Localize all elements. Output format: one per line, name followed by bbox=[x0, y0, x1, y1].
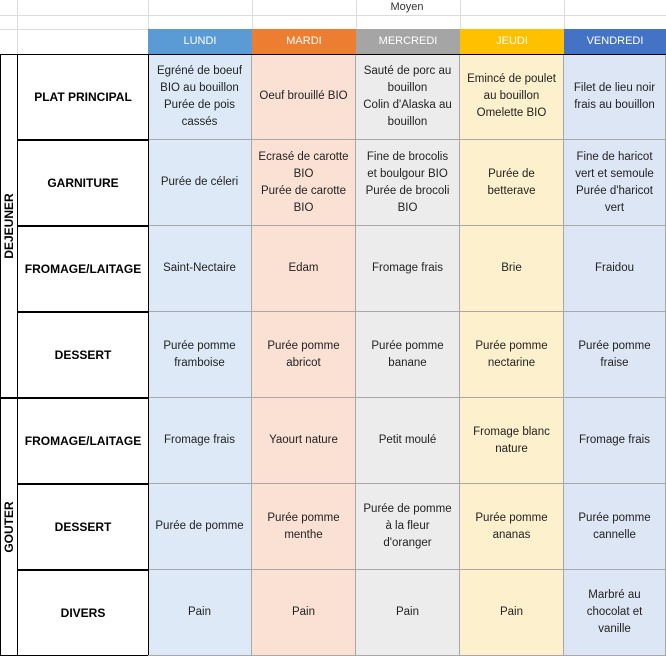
cell-text: Sauté de porc au bouillon Colin d'Alaska au bouillon bbox=[363, 64, 452, 128]
menu-cell[interactable] bbox=[148, 54, 252, 140]
menu-cell[interactable] bbox=[252, 312, 356, 398]
menu-cell[interactable] bbox=[460, 140, 564, 226]
row-label-fromage-laitage: FROMAGE/LAITAGE bbox=[17, 226, 148, 312]
section-label-dejeuner bbox=[0, 54, 17, 398]
row-label-fromage-laitage: FROMAGE/LAITAGE bbox=[17, 398, 148, 484]
cell-text: Fine de brocolis et boulgour BIO Purée de brocoli BIO bbox=[365, 150, 450, 214]
menu-cell[interactable] bbox=[460, 312, 564, 398]
day-header-lundi[interactable]: LUNDI bbox=[148, 29, 252, 54]
section-label-text: GOUTER bbox=[2, 501, 16, 553]
cell-text: Purée pomme menthe bbox=[267, 511, 340, 541]
cell-text: Purée pomme framboise bbox=[163, 339, 236, 369]
cell-text: Fraidou bbox=[595, 262, 634, 274]
cell-text: Ecrasé de carotte BIO Purée de carotte BIO bbox=[258, 150, 349, 214]
menu-cell[interactable] bbox=[460, 570, 564, 656]
cell-text: Pain bbox=[499, 606, 524, 618]
cell-text: Purée pomme banane bbox=[371, 339, 444, 369]
menu-cell[interactable] bbox=[148, 140, 252, 226]
menu-cell[interactable] bbox=[252, 398, 356, 484]
cell-text: Pain bbox=[395, 606, 420, 618]
cell-text: Purée pomme abricot bbox=[267, 339, 340, 369]
day-header-mardi[interactable]: MARDI bbox=[252, 29, 356, 54]
menu-cell[interactable] bbox=[564, 312, 666, 398]
row-label-plat-principal: PLAT PRINCIPAL bbox=[17, 54, 148, 140]
cell-text: Fromage frais bbox=[164, 434, 235, 446]
menu-cell[interactable] bbox=[564, 140, 666, 226]
menu-cell[interactable] bbox=[460, 398, 564, 484]
menu-cell[interactable] bbox=[564, 570, 666, 656]
section-label-text: DEJEUNER bbox=[2, 193, 16, 259]
cell-text: Pain bbox=[187, 606, 212, 618]
row-label-dessert: DESSERT bbox=[17, 484, 148, 570]
menu-cell[interactable] bbox=[252, 140, 356, 226]
cell-text: Fine de haricot vert et semoule Purée d'haricot vert bbox=[575, 150, 654, 214]
gridline-row bbox=[0, 15, 666, 16]
gridline-col bbox=[17, 0, 18, 54]
section-label-gouter bbox=[0, 398, 17, 656]
menu-cell[interactable] bbox=[356, 54, 460, 140]
cell-text: Petit moulé bbox=[378, 434, 437, 446]
menu-cell[interactable] bbox=[148, 312, 252, 398]
cell-text: Oeuf brouillé BIO bbox=[259, 90, 348, 102]
day-header-mercredi[interactable]: MERCREDI bbox=[356, 29, 460, 54]
cell-text: Purée pomme nectarine bbox=[475, 339, 548, 369]
row-label-divers: DIVERS bbox=[17, 570, 148, 656]
menu-cell[interactable] bbox=[356, 226, 460, 312]
day-header-jeudi[interactable]: JEUDI bbox=[460, 29, 564, 54]
row-label-garniture: GARNITURE bbox=[17, 140, 148, 226]
menu-cell[interactable] bbox=[460, 484, 564, 570]
menu-cell[interactable] bbox=[564, 398, 666, 484]
menu-cell[interactable] bbox=[252, 570, 356, 656]
menu-cell[interactable] bbox=[356, 312, 460, 398]
cell-text: Purée pomme fraise bbox=[578, 339, 651, 369]
menu-cell[interactable] bbox=[460, 54, 564, 140]
cell-text: Yaourt nature bbox=[269, 434, 338, 446]
menu-cell[interactable] bbox=[148, 226, 252, 312]
cell-text: Fromage frais bbox=[579, 434, 650, 446]
menu-cell[interactable] bbox=[252, 54, 356, 140]
menu-cell[interactable] bbox=[564, 54, 666, 140]
day-header-vendredi[interactable]: VENDREDI bbox=[564, 29, 666, 54]
cell-text: Purée de betterave bbox=[487, 167, 536, 197]
menu-cell[interactable] bbox=[148, 398, 252, 484]
cell-text: Pain bbox=[291, 606, 316, 618]
cell-text: Fromage blanc nature bbox=[473, 425, 550, 455]
row-label-dessert: DESSERT bbox=[17, 312, 148, 398]
cell-text: Edam bbox=[288, 262, 319, 274]
cell-text: Purée de pomme bbox=[155, 520, 244, 532]
cell-text: Filet de lieu noir frais au bouillon bbox=[573, 81, 656, 111]
menu-cell[interactable] bbox=[252, 226, 356, 312]
menu-cell[interactable] bbox=[460, 226, 564, 312]
menu-cell[interactable] bbox=[564, 484, 666, 570]
menu-cell[interactable] bbox=[148, 570, 252, 656]
sheet-title: Moyen bbox=[390, 1, 424, 13]
cell-text: Brie bbox=[501, 262, 522, 274]
cell-text: Fromage frais bbox=[372, 262, 443, 274]
cell-text: Purée pomme cannelle bbox=[578, 511, 651, 541]
menu-cell[interactable] bbox=[356, 140, 460, 226]
cell-text: Marbré au chocolat et vanille bbox=[586, 589, 643, 635]
cell-text: Saint-Nectaire bbox=[163, 262, 236, 274]
cell-text: Emincé de poulet au bouillon Omelette BIO bbox=[467, 73, 556, 119]
cell-text: Purée pomme ananas bbox=[475, 511, 548, 541]
cell-text: Egréné de boeuf BIO au bouillon Purée de pois cassés bbox=[156, 64, 243, 128]
cell-text: Purée de céleri bbox=[160, 176, 239, 188]
cell-text: Purée de pomme à la fleur d'oranger bbox=[363, 503, 452, 549]
menu-cell[interactable] bbox=[564, 226, 666, 312]
menu-cell[interactable] bbox=[252, 484, 356, 570]
menu-cell[interactable] bbox=[356, 398, 460, 484]
menu-cell[interactable] bbox=[356, 570, 460, 656]
menu-cell[interactable] bbox=[356, 484, 460, 570]
menu-cell[interactable] bbox=[148, 484, 252, 570]
